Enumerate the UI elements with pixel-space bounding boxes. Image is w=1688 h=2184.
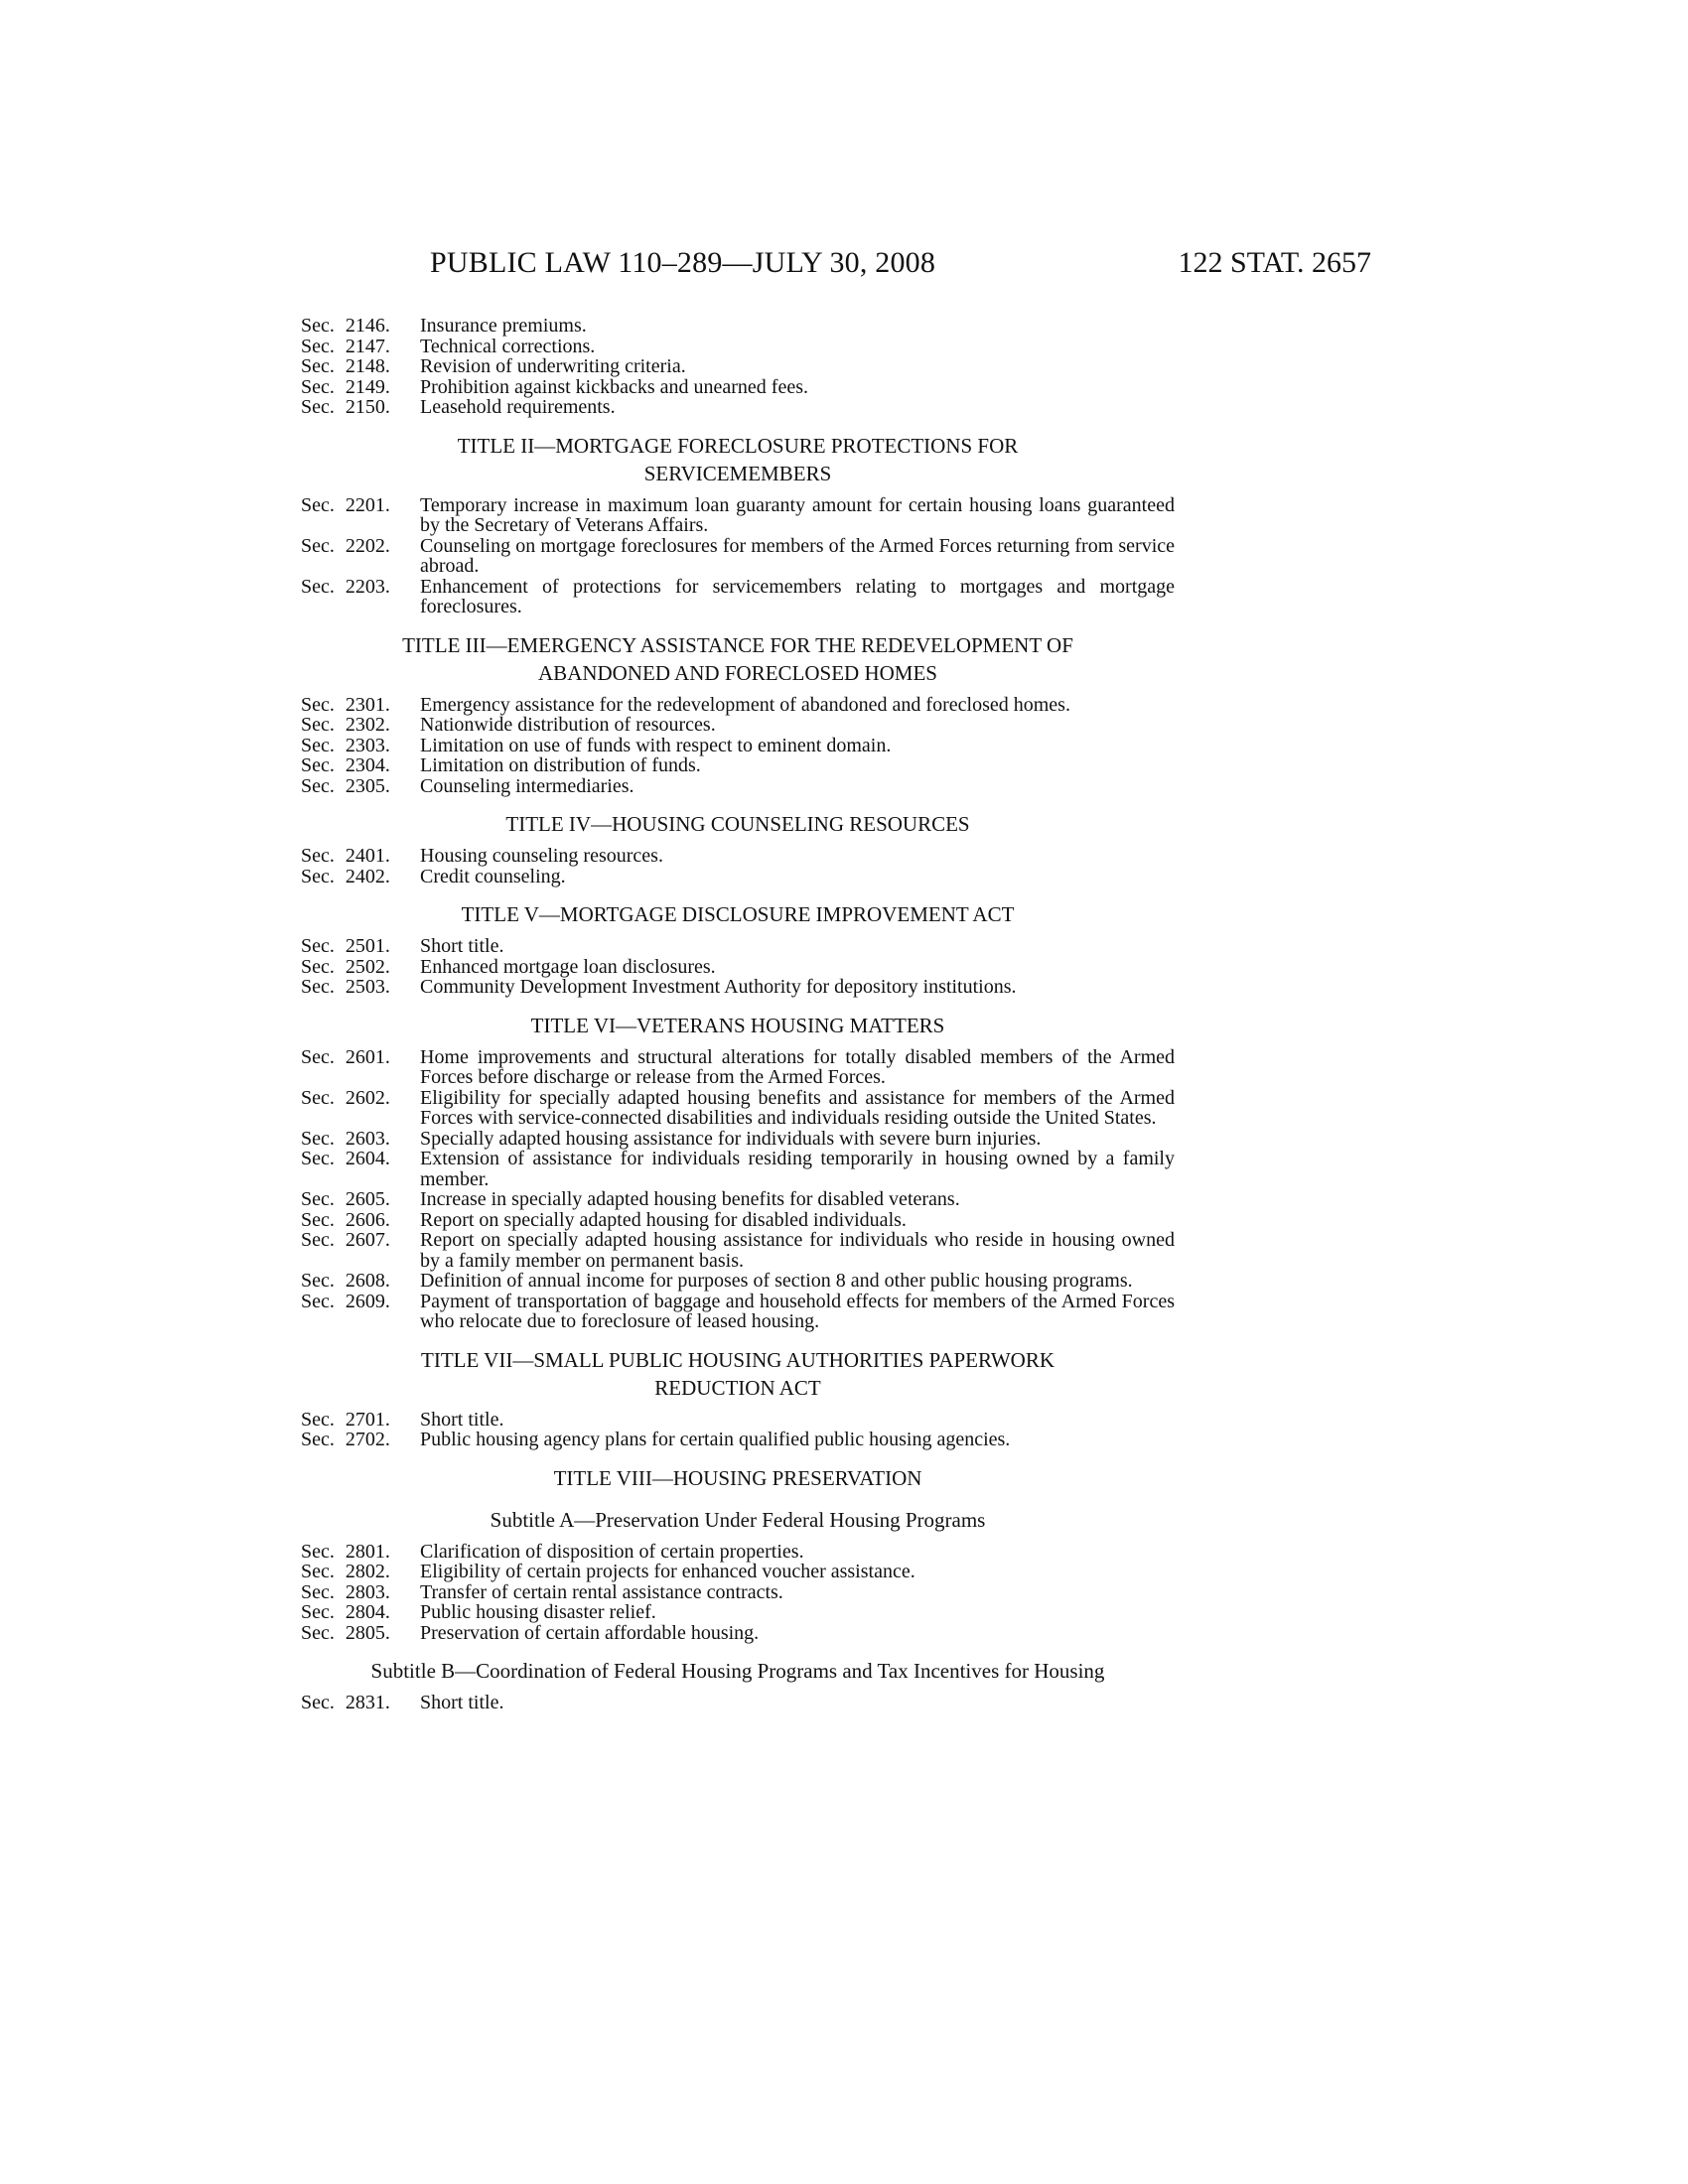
toc-entry xyxy=(301,867,1175,887)
section-title: Payment of transportation of baggage and household effects for members of the Armed Forces who relocate due to foreclosure of leased housing. xyxy=(420,1290,1175,1332)
section-title: Limitation on distribution of funds. xyxy=(420,754,701,776)
subtitle-a-heading: Subtitle A—Preservation Under Federal Housing Programs xyxy=(490,1507,986,1532)
section-title: Community Development Investment Authority for depository institutions. xyxy=(420,976,1017,998)
section-title: Clarification of disposition of certain properties. xyxy=(420,1540,804,1563)
toc-entry xyxy=(301,1210,1175,1231)
section-number: Sec. 2303. xyxy=(301,734,390,756)
toc-entry xyxy=(301,736,1175,756)
section-number: Sec. 2831. xyxy=(301,1692,390,1713)
toc-entry xyxy=(301,846,1175,867)
section-number: Sec. 2201. xyxy=(301,493,390,516)
section-number: Sec. 2606. xyxy=(301,1208,390,1231)
section-number: Sec. 2302. xyxy=(301,714,390,736)
section-number: Sec. 2203. xyxy=(301,575,390,598)
toc-entry xyxy=(301,377,1175,398)
toc-entry xyxy=(301,936,1175,957)
toc-entry xyxy=(301,1410,1175,1431)
section-title: Temporary increase in maximum loan guaranty amount for certain housing loans guaranteed by the Secretary of Veterans Affairs. xyxy=(420,493,1175,536)
toc-entry xyxy=(301,1582,1175,1603)
section-number: Sec. 2305. xyxy=(301,774,390,797)
toc-entry xyxy=(301,397,1175,418)
section-title: Housing counseling resources. xyxy=(420,845,663,867)
section-title: Increase in specially adapted housing benefits for disabled veterans. xyxy=(420,1188,960,1210)
toc-entry xyxy=(301,577,1175,617)
section-number: Sec. 2146. xyxy=(301,315,390,337)
section-title: Short title. xyxy=(420,1692,504,1713)
section-number: Sec. 2301. xyxy=(301,693,390,716)
section-number: Sec. 2605. xyxy=(301,1188,390,1210)
toc-entry xyxy=(301,1149,1175,1189)
section-title: Technical corrections. xyxy=(420,335,596,357)
section-number: Sec. 2304. xyxy=(301,754,390,776)
toc-entry xyxy=(301,337,1175,357)
section-number: Sec. 2402. xyxy=(301,865,390,887)
toc-entry xyxy=(301,1129,1175,1150)
toc-entry xyxy=(301,1088,1175,1129)
title-v-heading: TITLE V—MORTGAGE DISCLOSURE IMPROVEMENT ACT xyxy=(461,902,1015,926)
section-title: Emergency assistance for the redevelopment of abandoned and foreclosed homes. xyxy=(420,693,1070,716)
section-number: Sec. 2202. xyxy=(301,534,390,557)
section-number: Sec. 2803. xyxy=(301,1580,390,1603)
section-number: Sec. 2609. xyxy=(301,1290,390,1312)
section-number: Sec. 2802. xyxy=(301,1561,390,1582)
toc-entry xyxy=(301,1693,1175,1713)
toc-entry xyxy=(301,1623,1175,1644)
title-viii-heading: TITLE VIII—HOUSING PRESERVATION xyxy=(553,1465,922,1490)
section-title: Report on specially adapted housing assistance for individuals who reside in housing owned by a family member on permanent basis. xyxy=(420,1229,1175,1272)
toc-entry xyxy=(301,715,1175,736)
running-header xyxy=(301,246,1371,290)
title-iii-heading: TITLE III—EMERGENCY ASSISTANCE FOR THE REDEVELOPMENT OF ABANDONED AND FORECLOSED HOMES xyxy=(402,632,1073,685)
toc-entry xyxy=(301,1047,1175,1088)
section-number: Sec. 2401. xyxy=(301,845,390,867)
toc-entry xyxy=(301,1430,1175,1450)
section-title: Public housing agency plans for certain qualified public housing agencies. xyxy=(420,1429,1011,1450)
title-vi-heading: TITLE VI—VETERANS HOUSING MATTERS xyxy=(530,1013,945,1037)
title-ii-heading: TITLE II—MORTGAGE FORECLOSURE PROTECTIONS FOR SERVICEMEMBERS xyxy=(457,433,1019,485)
section-number: Sec. 2607. xyxy=(301,1229,390,1251)
toc-entry xyxy=(301,1292,1175,1332)
section-number: Sec. 2150. xyxy=(301,396,390,418)
toc-entry xyxy=(301,977,1175,998)
section-title: Public housing disaster relief. xyxy=(420,1601,656,1623)
toc-entry xyxy=(301,1542,1175,1563)
section-title: Short title. xyxy=(420,935,504,957)
section-number: Sec. 2702. xyxy=(301,1429,390,1450)
table-of-contents xyxy=(301,316,1175,1713)
section-number: Sec. 2503. xyxy=(301,976,390,998)
section-number: Sec. 2701. xyxy=(301,1408,390,1431)
section-title: Report on specially adapted housing for disabled individuals. xyxy=(420,1208,907,1231)
section-title: Home improvements and structural alterations for totally disabled members of the Armed Forces before discharge or release from the Armed Forces. xyxy=(420,1045,1175,1088)
law-title: PUBLIC LAW 110–289—JULY 30, 2008 xyxy=(430,246,936,279)
section-title: Enhancement of protections for servicemembers relating to mortgages and mortgage foreclosures. xyxy=(420,575,1175,617)
toc-entry xyxy=(301,1271,1175,1292)
toc-entry xyxy=(301,957,1175,978)
section-title: Transfer of certain rental assistance contracts. xyxy=(420,1580,783,1603)
section-title: Credit counseling. xyxy=(420,865,566,887)
section-number: Sec. 2601. xyxy=(301,1045,390,1068)
section-title: Insurance premiums. xyxy=(420,315,587,337)
section-number: Sec. 2147. xyxy=(301,335,390,357)
section-number: Sec. 2603. xyxy=(301,1127,390,1150)
section-title: Counseling on mortgage foreclosures for members of the Armed Forces returning from service abroad. xyxy=(420,534,1175,577)
section-title: Preservation of certain affordable housing. xyxy=(420,1621,760,1644)
section-number: Sec. 2604. xyxy=(301,1148,390,1169)
section-title: Extension of assistance for individuals residing temporarily in housing owned by a family member. xyxy=(420,1148,1175,1190)
title-vii-heading: TITLE VII—SMALL PUBLIC HOUSING AUTHORITIES PAPERWORK REDUCTION ACT xyxy=(421,1347,1055,1400)
section-number: Sec. 2149. xyxy=(301,375,390,398)
section-title: Counseling intermediaries. xyxy=(420,774,634,797)
section-title: Definition of annual income for purposes of section 8 and other public housing programs. xyxy=(420,1270,1133,1292)
section-title: Eligibility of certain projects for enhanced voucher assistance. xyxy=(420,1561,915,1582)
toc-entry xyxy=(301,1562,1175,1582)
section-number: Sec. 2608. xyxy=(301,1270,390,1292)
subtitle-b-heading: Subtitle B—Coordination of Federal Housing Programs and Tax Incentives for Housing xyxy=(370,1659,1105,1683)
toc-entry xyxy=(301,1602,1175,1623)
section-title: Short title. xyxy=(420,1408,504,1431)
title-iv-heading: TITLE IV—HOUSING COUNSELING RESOURCES xyxy=(505,812,970,836)
toc-entry xyxy=(301,356,1175,377)
toc-entry xyxy=(301,1189,1175,1210)
section-number: Sec. 2502. xyxy=(301,955,390,978)
section-title: Limitation on use of funds with respect to eminent domain. xyxy=(420,734,892,756)
section-number: Sec. 2805. xyxy=(301,1621,390,1644)
section-title: Nationwide distribution of resources. xyxy=(420,714,716,736)
section-number: Sec. 2148. xyxy=(301,355,390,377)
toc-entry xyxy=(301,755,1175,776)
toc-entry xyxy=(301,495,1175,536)
toc-entry xyxy=(301,695,1175,716)
toc-entry xyxy=(301,316,1175,337)
section-title: Prohibition against kickbacks and unearned fees. xyxy=(420,375,808,398)
section-number: Sec. 2801. xyxy=(301,1540,390,1563)
statute-page-number: 122 STAT. 2657 xyxy=(1178,246,1371,279)
section-number: Sec. 2501. xyxy=(301,935,390,957)
toc-entry xyxy=(301,776,1175,797)
section-title: Revision of underwriting criteria. xyxy=(420,355,686,377)
section-title: Eligibility for specially adapted housing benefits and assistance for members of the Armed Forces with service-connected disabilities and individuals residing outside the United States. xyxy=(420,1086,1175,1129)
section-title: Enhanced mortgage loan disclosures. xyxy=(420,955,716,978)
section-title: Leasehold requirements. xyxy=(420,396,616,418)
section-title: Specially adapted housing assistance for individuals with severe burn injuries. xyxy=(420,1127,1042,1150)
toc-entry xyxy=(301,536,1175,577)
section-number: Sec. 2804. xyxy=(301,1601,390,1623)
toc-entry xyxy=(301,1230,1175,1271)
section-number: Sec. 2602. xyxy=(301,1086,390,1109)
